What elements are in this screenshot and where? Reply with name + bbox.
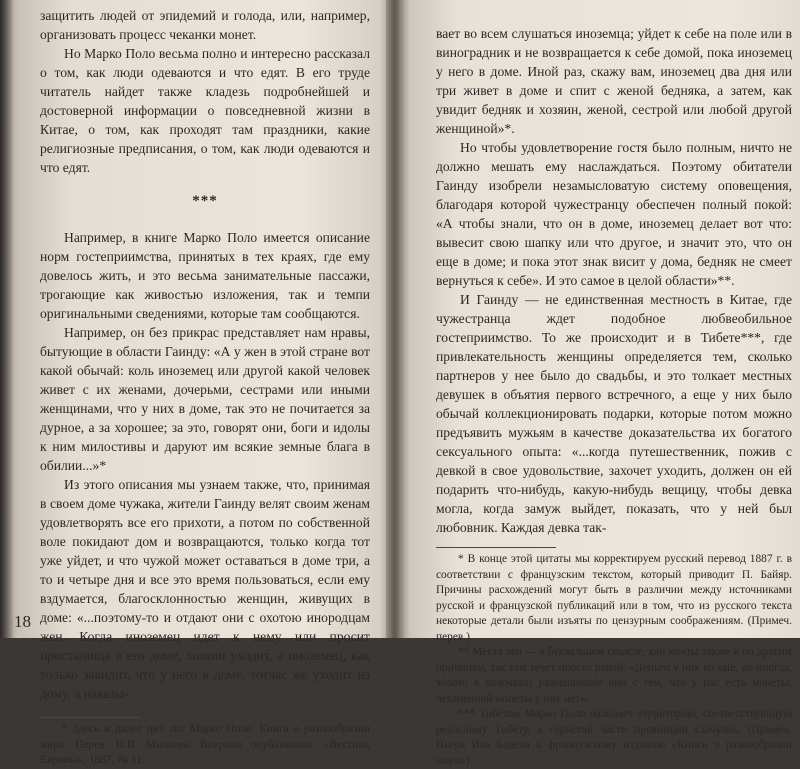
book-gutter bbox=[386, 0, 404, 638]
left-edge-shadow bbox=[0, 0, 14, 638]
right-paragraph-2: Но чтобы удовлетворение гостя было полным, ничто не должно мешать ему наслаждаться. Поэтому обитатели Гаинду изобрели незамысловатую систему оповещения, благодаря которой чужестранцу обеспечен полный покой: «А чтобы знали, что он в доме, иноземец делает вот что: вывесит свою шапку или что другое, и значит это, что он еще в доме; и пока этот знак висит у дома, бедняк не смеет вернуться к себе». И это самое в целой области»**. bbox=[436, 140, 792, 288]
left-footnote: * Здесь и далее цит. по: Марко Поло. Книга о разнообразии мира. Перев. И.П. Минаева. Впервые опубликован: «Вестник Европы», 1887, № 11. bbox=[40, 723, 370, 766]
right-footnote-3: *** Тибетом Марко Поло называет территорию, соответствующую реальному Тибету, а гористой части провинции Сычуань. (Примеч. Пьера Ива Баделя к французскому изданию «Книги о разнообразии мира») bbox=[436, 708, 792, 767]
right-paragraph-1: вает во всем слушаться иноземца; уйдет к себе на поле или в виноградник и не возвращается к себе домой, пока иноземец у него в доме. Иной раз, скажу вам, иноземец два дня или три живет в доме и спит с женой бедняка, а затем, как увидит бедняк и хозяин, женой, сестрой или любой другой женщиной»*. bbox=[436, 26, 792, 136]
right-footnote-1: * В конце этой цитаты мы корректируем русский перевод 1887 г. в соответствии с французским текстом, который приводит П. Байяр. Причины расхождений могут быть в различии между источниками русской и французской публикаций или в том, что из русского текста некоторые детали были изъяты по цензурным соображениям. (Примеч. перев.) bbox=[436, 553, 792, 643]
footnote-rule bbox=[436, 547, 556, 548]
right-paragraph-3: И Гаинду — не единственная местность в Китае, где чужестранца ждет подобное любвеобильное гостеприимство. То же происходит и в Тибете***, где привлекательность женщины определяется тем, сколько партнеров у нее было до свадьбы, и это толкает местных девушек в объятия первого встречного, а еще у них было обычай коллекционировать подарки, которые потом можно предъявить мужьям в качестве доказательства их богатого сексуального опыта: «...когда путешественник, пожив с девкой в свое удовольствие, захочет уходить, должен он ей подарить что-нибудь, какую-нибудь вещицу, чтобы девка могла, когда замуж выйдет, показать, что у ней был любовник. Каждая девка так- bbox=[436, 292, 792, 535]
left-paragraph-3: Например, в книге Марко Поло имеется описание норм гостеприимства, принятых в тех краях, где ему довелось жить, и это весьма занимательные пассажи, трогающие как живостью изложения, так и темпи оригинальными сведениями, которые там сообщаются. bbox=[40, 230, 370, 321]
left-paragraph-5: Из этого описания мы узнаем также, что, принимая в своем доме чужака, жители Гаинду велят своим женам удовлетворять все его прихоти, а потом по собственной воле покидают дом и возвращаются, только когда тот уже уйдет, и что чужой может оставаться в доме три, а то и четыре дня и все это время пользоваться, если ему вздумается, благосклонностью женщин, живущих в доме: «...поэтому-то и отдают они с охотою инородцам жен. Когда иноземец идет к нему или просит пристанища в его доме, хозяин уходит, а иноземец, как только завидит, что у него в доме, тотчас же уходит из дому, а наказы- bbox=[40, 477, 370, 701]
footnote-rule bbox=[40, 717, 140, 718]
left-paragraph-4: Например, он без прикрас представляет нам нравы, бытующие в области Гаинду: «А у жен в этой стране вот какой обычай: коль иноземец или другой какой человек живет с их женами, дочерьми, сестрами или иными женщинами, что у них в доме, так это не почитается за дурное, а за хорошее; за это, говорят они, боги и идолы к ним милостивы и даруют им всякие земные блага в обилии...»* bbox=[40, 325, 370, 473]
right-footnote-2: ** Места эти — в буквальном смысле, кай мечты также и по другим причинам, так там течет просто рекой: «Деньги у них во sale, но иногда, золото в палочках; развешивают они с тем, что у нас есть монеты; чеканенной монеты у них нет». bbox=[436, 646, 792, 705]
right-page bbox=[398, 0, 800, 767]
left-paragraph-1: защитить людей от эпидемий и голода, или, например, организовать процесс чеканки монет. bbox=[40, 8, 370, 42]
left-paragraph-2: Но Марко Поло весьма полно и интересно рассказал о том, как люди одеваются и что едят. В его труде читатель найдет также кладезь подробнейшей и достоверной информации о повседневной жизни в Китае, о том, как проходят там праздники, какие религиозные предписания, о том, как люди одеваются и что едят. bbox=[40, 46, 370, 175]
page-number: 18 bbox=[14, 612, 31, 631]
left-page bbox=[0, 0, 392, 766]
section-separator: *** bbox=[192, 193, 218, 209]
